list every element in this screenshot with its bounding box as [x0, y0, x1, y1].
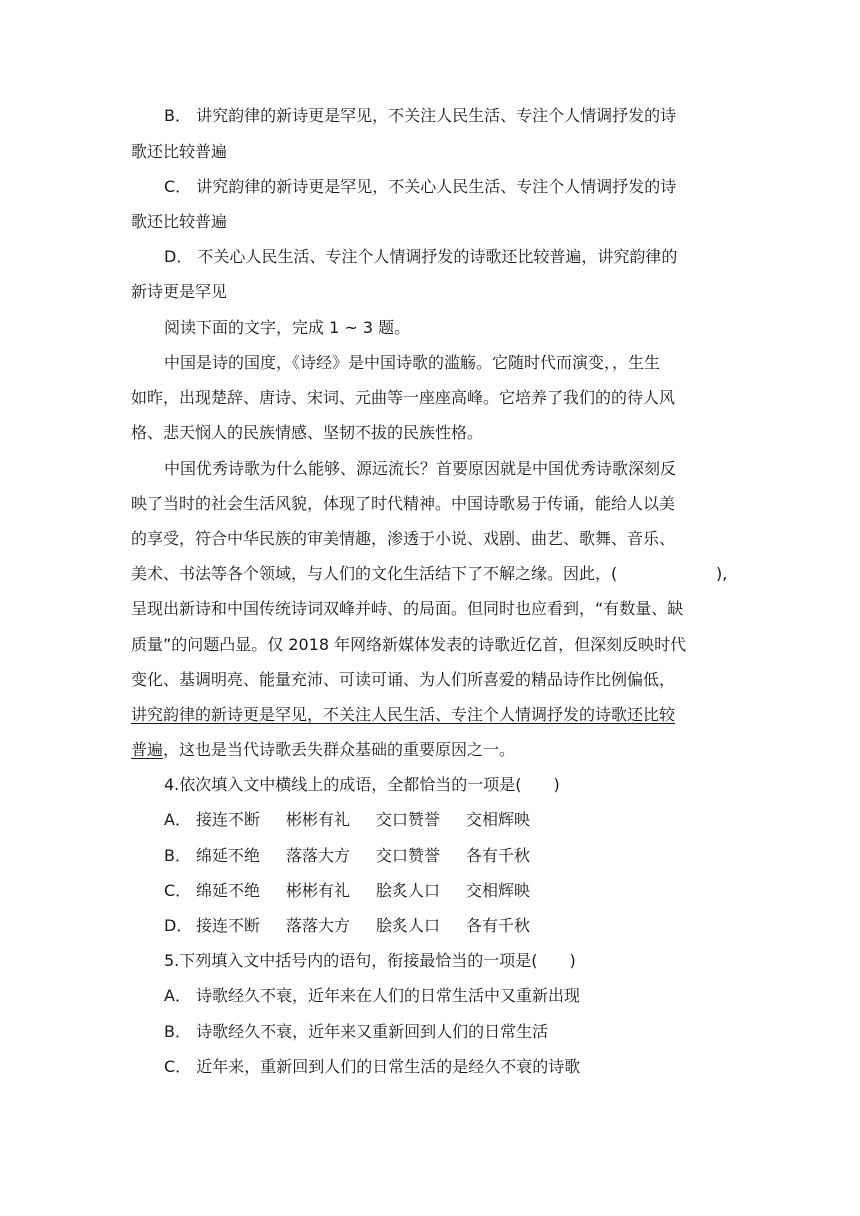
q4-option-a-word3: 交口赞誉 [376, 810, 441, 829]
q4-option-a-word1: 接连不断 [196, 810, 261, 829]
passage-p1-line2: 如昨，出现楚辞、唐诗、宋词、元曲等一座座高峰。它培养了我们的的待人风 [131, 388, 676, 407]
passage-underlined-line2: 普遍 [131, 740, 164, 759]
q4-option-d-word1: 接连不断 [196, 916, 261, 935]
option-c-line1: C． 讲究韵律的新诗更是罕见，不关心人民生活、专注个人情调抒发的诗 [164, 177, 677, 196]
q4-option-c-label: C． [164, 881, 192, 900]
passage-p2-line4: 美术、书法等各个领域，与人们的文化生活结下了不解之缘。因此，( [131, 564, 618, 583]
q4-option-d [164, 915, 530, 937]
q4-option-c-word1: 绵延不绝 [196, 881, 261, 900]
q4-option-c-word3: 脍炙人口 [376, 881, 441, 900]
q4-option-a-word4: 交相辉映 [466, 810, 531, 829]
passage-p2-line6: 质量”的问题凸显。仅 2018 年网络新媒体发表的诗歌近亿首，但深刻反映时代 [131, 635, 687, 654]
q4-option-a-word2: 彬彬有礼 [286, 810, 351, 829]
option-b-line1: B． 讲究韵律的新诗更是罕见，不关注人民生活、专注个人情调抒发的诗 [164, 106, 677, 125]
q4-option-b-label: B． [164, 846, 191, 865]
passage-underlined-line1: 讲究韵律的新诗更是罕见，不关注人民生活、专注个人情调抒发的诗歌还比较 [131, 705, 676, 724]
q5-option-c: C． 近年来，重新回到人们的日常生活的是经久不衰的诗歌 [164, 1057, 581, 1076]
passage-blank-close: ), [716, 564, 728, 583]
q5-stem: 5.下列填入文中括号内的语句，衔接最恰当的一项是( ) [164, 951, 576, 970]
q4-option-b-word4: 各有千秋 [466, 846, 531, 865]
q4-option-d-word3: 脍炙人口 [376, 916, 441, 935]
q4-option-b [164, 845, 530, 867]
q4-option-c-word2: 彬彬有礼 [286, 881, 351, 900]
q4-option-c [164, 880, 530, 902]
option-b-line2: 歌还比较普遍 [131, 142, 228, 161]
option-d-line1: D． 不关心人民生活、专注个人情调抒发的诗歌还比较普遍，讲究韵律的 [164, 247, 678, 266]
q5-option-a: A． 诗歌经久不衰，近年来在人们的日常生活中又重新出现 [164, 986, 581, 1005]
q5-option-b: B． 诗歌经久不衰，近年来又重新回到人们的日常生活 [164, 1022, 549, 1041]
passage-p2-line1: 中国优秀诗歌为什么能够、源远流长？首要原因就是中国优秀诗歌深刻反 [164, 459, 677, 478]
reading-instruction: 阅读下面的文字，完成 1 ~ 3 题。 [164, 318, 411, 337]
q4-option-d-label: D． [164, 916, 193, 935]
passage-p2-line5: 呈现出新诗和中国传统诗词双峰并峙、的局面。但同时也应看到，“有数量、缺 [131, 599, 684, 618]
passage-p2-line3: 的享受，符合中华民族的审美情趣，渗透于小说、戏剧、曲艺、歌舞、音乐、 [131, 529, 676, 548]
option-c-line2: 歌还比较普遍 [131, 212, 228, 231]
passage-p2-line9 [131, 739, 515, 761]
option-d-line2: 新诗更是罕见 [131, 282, 228, 301]
q4-option-d-word4: 各有千秋 [466, 916, 531, 935]
q4-option-a [164, 809, 530, 831]
q4-stem: 4.依次填入文中横线上的成语，全都恰当的一项是( ) [164, 775, 560, 794]
q4-option-d-word2: 落落大方 [286, 916, 351, 935]
q4-option-b-word2: 落落大方 [286, 846, 351, 865]
q4-option-b-word1: 绵延不绝 [196, 846, 261, 865]
passage-p1-line1: 中国是诗的国度，《诗经》是中国诗歌的滥觞。它随时代而演变，，生生 [164, 353, 661, 372]
passage-p2-line7: 变化、基调明亮、能量充沛、可读可诵、为人们所喜爱的精品诗作比例偏低， [131, 670, 676, 689]
passage-p2-line9-rest: ，这也是当代诗歌丢失群众基础的重要原因之一。 [163, 740, 516, 759]
passage-p1-line3: 格、悲天悯人的民族情感、坚韧不拔的民族性格。 [131, 423, 484, 442]
passage-p2-line2: 映了当时的社会生活风貌，体现了时代精神。中国诗歌易于传诵，能给人以美 [131, 494, 676, 513]
q4-option-c-word4: 交相辉映 [466, 881, 531, 900]
q4-option-a-label: A． [164, 810, 191, 829]
q4-option-b-word3: 交口赞誉 [376, 846, 441, 865]
